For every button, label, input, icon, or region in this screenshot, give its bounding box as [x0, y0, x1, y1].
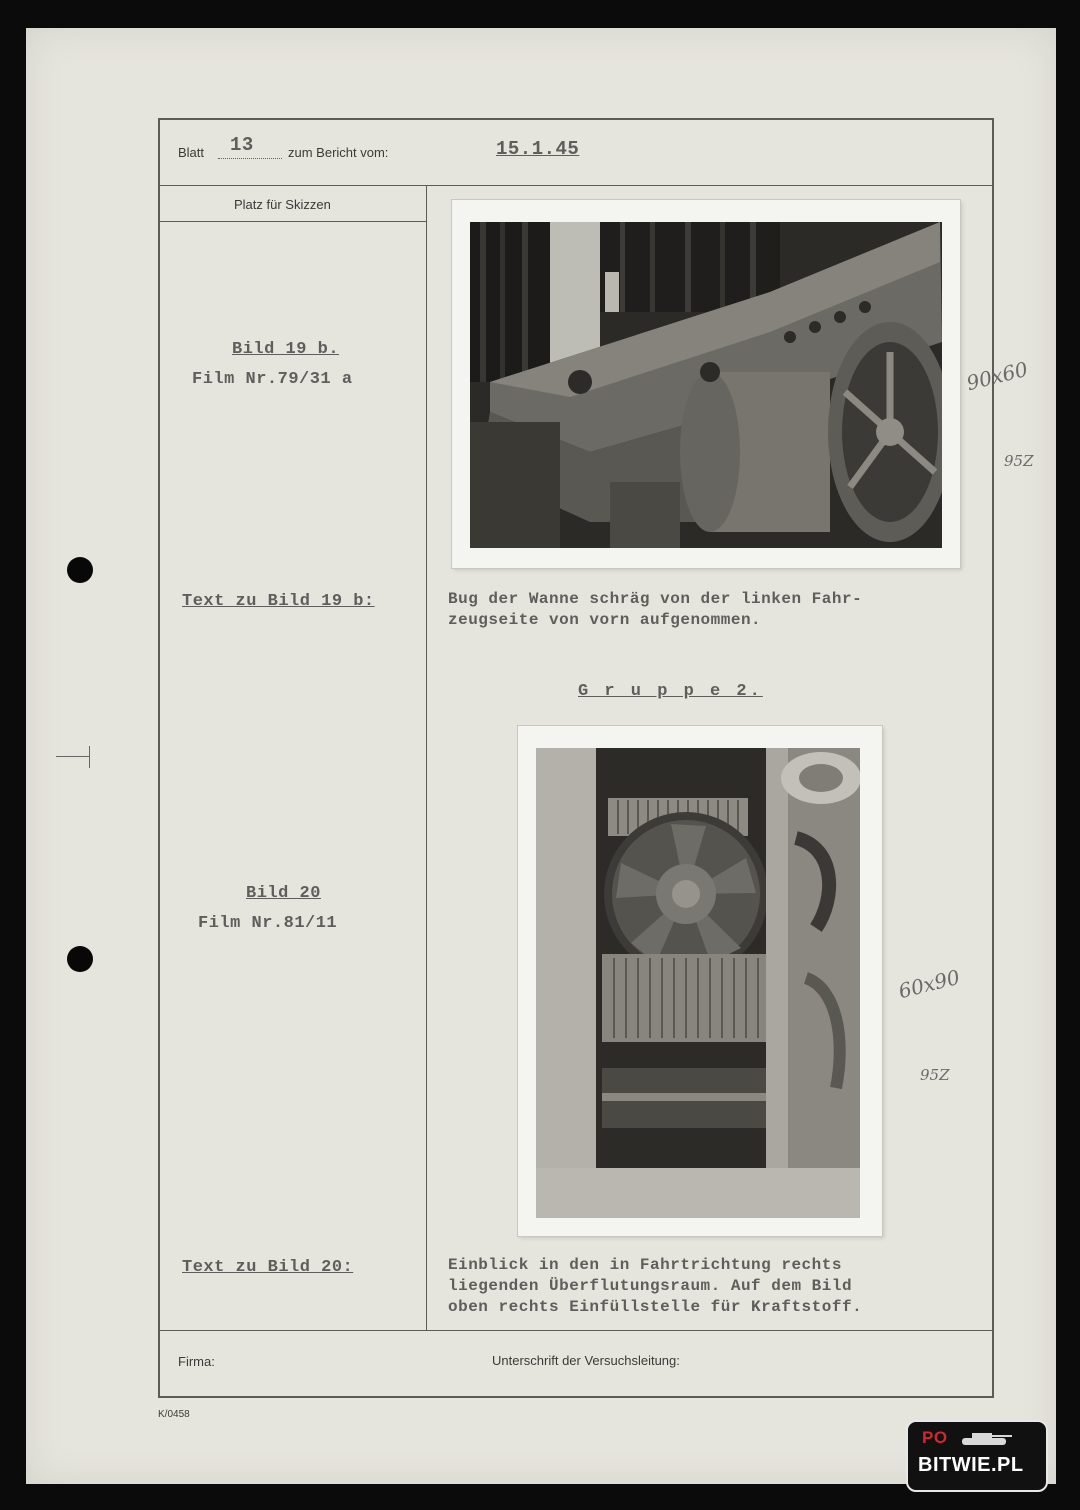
logo-po-text: PO	[922, 1428, 948, 1447]
hull-bow-image	[470, 222, 942, 548]
margin-fold-mark-stem	[89, 746, 90, 768]
radiator-compartment-image	[536, 748, 860, 1218]
film-81-11: Film Nr.81/11	[198, 914, 338, 933]
zum-bericht-label: zum Bericht vom:	[288, 145, 389, 160]
handwritten-size-90x60: 90x60	[964, 356, 1031, 396]
text-bild-19b-line1: Bug der Wanne schräg von der linken Fahr-	[448, 590, 863, 608]
text-label-bild-19b: Text zu Bild 19 b:	[182, 592, 375, 611]
margin-fold-mark	[56, 756, 90, 757]
photo-radiator-compartment	[536, 748, 860, 1218]
form-code: K/0458	[158, 1409, 190, 1420]
photo-hull-bow	[470, 222, 942, 548]
handwritten-size-60x90: 60x90	[896, 964, 963, 1004]
bild-19b-title: Bild 19 b.	[232, 340, 340, 359]
handwritten-code-1: 95Z	[1004, 452, 1034, 470]
film-79-31a: Film Nr.79/31 a	[192, 370, 353, 389]
blatt-number: 13	[230, 134, 254, 156]
gruppe-2-heading: G r u p p e 2.	[578, 682, 763, 701]
tank-silhouette-icon	[954, 1428, 1014, 1448]
logo-main-text: BITWIE.PL	[918, 1454, 1024, 1476]
report-date: 15.1.45	[496, 138, 580, 160]
header-divider	[158, 185, 994, 186]
blatt-dotted-line	[218, 158, 282, 159]
punch-hole-bottom	[67, 946, 93, 972]
pobitwie-logo	[906, 1420, 1048, 1492]
punch-hole-top	[67, 557, 93, 583]
text-label-bild-20: Text zu Bild 20:	[182, 1258, 354, 1277]
text-bild-20-line2: liegenden Überflutungsraum. Auf dem Bild	[448, 1277, 853, 1295]
signature-label: Unterschrift der Versuchsleitung:	[492, 1353, 680, 1368]
text-bild-20-line3: oben rechts Einfüllstelle für Kraftstoff.	[448, 1298, 863, 1316]
firma-label: Firma:	[178, 1354, 215, 1369]
blatt-label: Blatt	[178, 145, 205, 160]
handwritten-code-2: 95Z	[920, 1066, 950, 1084]
text-bild-19b-line2: zeugseite von vorn aufgenommen.	[448, 611, 762, 629]
column-divider	[426, 185, 427, 1330]
text-bild-20-line1: Einblick in den in Fahrtrichtung rechts	[448, 1256, 842, 1274]
bild-20-title: Bild 20	[246, 884, 321, 903]
sketch-column-title: Platz für Skizzen	[234, 197, 331, 212]
footer-divider	[158, 1330, 994, 1331]
column-header-divider	[158, 221, 426, 222]
